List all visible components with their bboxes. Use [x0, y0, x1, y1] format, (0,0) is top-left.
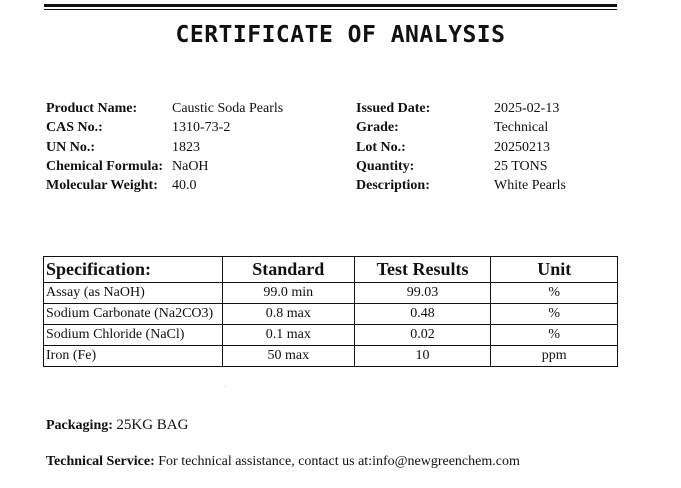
info-row-description	[356, 176, 566, 195]
table-cell-test-result: 0.48	[354, 304, 491, 325]
info-value: 1823	[172, 139, 200, 155]
info-value: Caustic Soda Pearls	[172, 101, 284, 116]
table-row	[44, 325, 618, 346]
column-header-unit: Unit	[491, 257, 618, 283]
table-cell-standard: 50 max	[222, 346, 354, 367]
info-value: 25 TONS	[494, 158, 548, 174]
column-header-standard: Standard	[222, 257, 354, 283]
info-label: Lot No.:	[356, 139, 406, 155]
product-info-left	[46, 99, 283, 195]
table-cell-unit: %	[491, 283, 618, 304]
info-label: UN No.:	[46, 139, 95, 155]
info-value: White Pearls	[494, 178, 566, 194]
column-header-test-results: Test Results	[354, 257, 491, 283]
technical-service-value: For technical assistance, contact us at:info@newgreenchem.com	[158, 454, 520, 469]
table-cell-test-result: 0.02	[354, 325, 491, 346]
info-label: Molecular Weight:	[46, 178, 158, 194]
technical-service-line	[46, 454, 520, 470]
specification-table	[43, 256, 618, 367]
info-row-lot-no	[356, 138, 566, 157]
info-value: 1310-73-2	[172, 120, 231, 136]
info-row-quantity	[356, 157, 566, 176]
info-label: Grade:	[356, 120, 399, 136]
info-row-chemical-formula	[46, 157, 283, 176]
table-cell-test-result: 99.03	[354, 283, 491, 304]
document-title: CERTIFICATE OF ANALYSIS	[175, 22, 506, 48]
info-value: NaOH	[172, 158, 209, 174]
table-cell-standard: 99.0 min	[222, 283, 354, 304]
stray-dot	[225, 386, 226, 387]
info-row-molecular-weight	[46, 176, 283, 195]
table-cell-standard: 0.8 max	[222, 304, 354, 325]
info-value: 2025-02-13	[494, 101, 560, 116]
technical-service-label: Technical Service:	[46, 454, 155, 469]
table-cell-standard: 0.1 max	[222, 325, 354, 346]
table-cell-unit: ppm	[491, 346, 618, 367]
info-row-grade	[356, 118, 566, 137]
table-cell-unit: %	[491, 325, 618, 346]
info-value: 20250213	[494, 139, 550, 155]
table-row	[44, 304, 618, 325]
table-cell-specification: Sodium Chloride (NaCl)	[44, 325, 223, 346]
info-label: Product Name:	[46, 101, 138, 116]
top-rule-thick	[44, 4, 617, 7]
table-row	[44, 346, 618, 367]
table-header-row	[44, 257, 618, 283]
info-row-un-no	[46, 138, 283, 157]
table-cell-specification: Sodium Carbonate (Na2CO3)	[44, 304, 223, 325]
info-label: Chemical Formula:	[46, 158, 164, 174]
info-label: Issued Date:	[356, 101, 431, 116]
top-rule-thin	[44, 9, 617, 10]
table-cell-specification: Assay (as NaOH)	[44, 283, 223, 304]
product-info-right	[356, 99, 566, 195]
info-label: Description:	[356, 178, 430, 194]
packaging-line	[46, 417, 188, 434]
table-row	[44, 283, 618, 304]
info-row-product-name	[46, 99, 283, 118]
info-value: Technical	[494, 120, 549, 136]
info-value: 40.0	[172, 178, 197, 194]
table-cell-test-result: 10	[354, 346, 491, 367]
info-label: CAS No.:	[46, 120, 103, 136]
column-header-specification: Specification:	[44, 257, 223, 283]
info-label: Quantity:	[356, 158, 415, 174]
info-row-cas-no	[46, 118, 283, 137]
packaging-label: Packaging:	[46, 418, 113, 433]
table-cell-specification: Iron (Fe)	[44, 346, 223, 367]
table-cell-unit: %	[491, 304, 618, 325]
packaging-value: 25KG BAG	[116, 417, 189, 433]
info-row-issued-date	[356, 99, 566, 118]
